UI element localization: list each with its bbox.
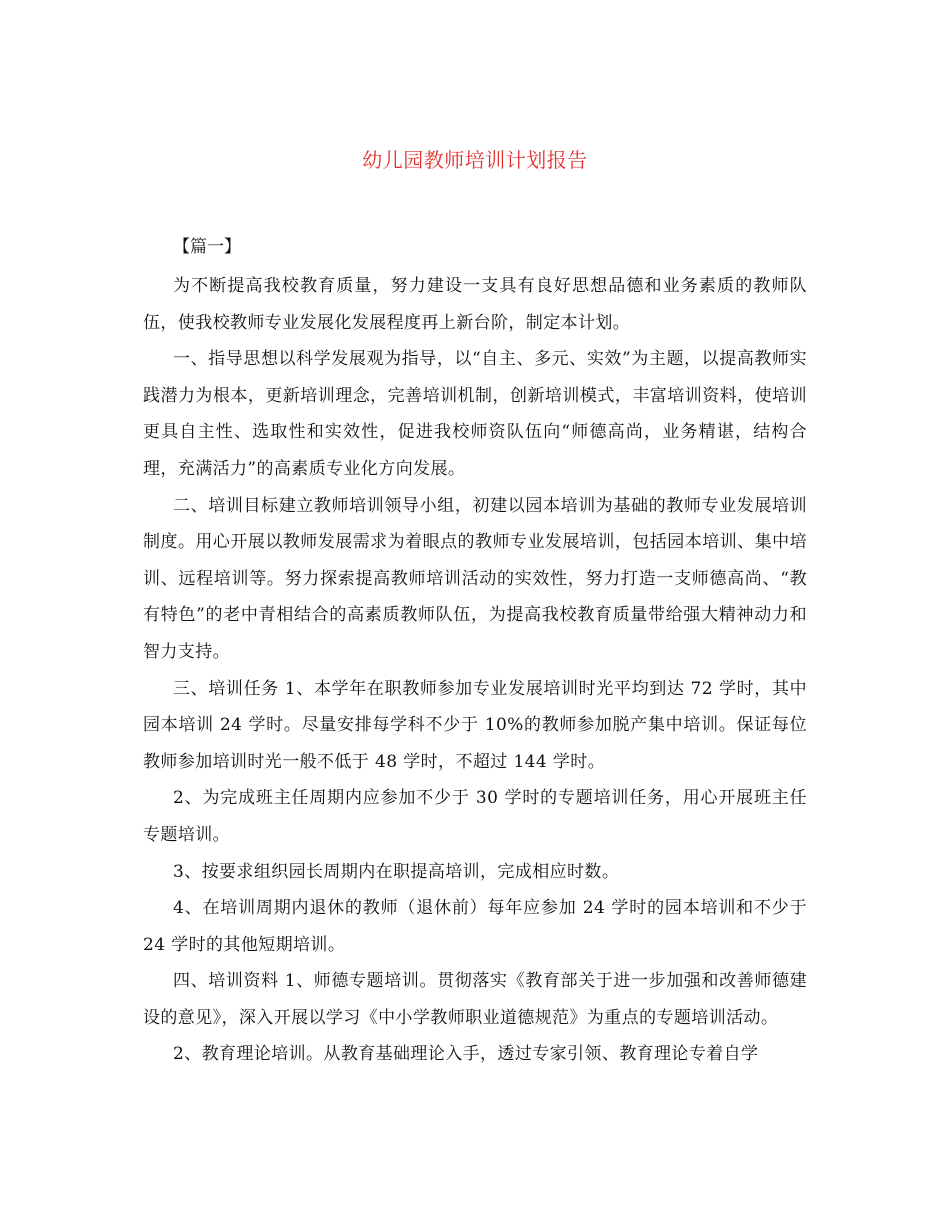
section-label: 【篇一】 [173,237,241,257]
paragraph-training-materials: 四、培训资料 1、师德专题培训。贯彻落实《教育部关于进一步加强和改善师德建设的意见》，深入开展以学习《中小学教师职业道德规范》为重点的专题培训活动。 [143,971,807,1028]
paragraph-theory-training: 2、教育理论培训。从教育基础理论入手，透过专家引领、教育理论专着自学 [173,1044,759,1065]
document-body [143,268,807,1073]
paragraph-task-3: 3、按要求组织园长周期内在职提高培训，完成相应时数。 [173,861,620,882]
paragraph-intro: 为不断提高我校教育质量，努力建设一支具有良好思想品德和业务素质的教师队伍，使我校教师专业发展化发展程度再上新台阶，制定本计划。 [143,276,807,333]
document-title: 幼儿园教师培训计划报告 [362,148,588,172]
paragraph-training-tasks: 三、培训任务 1、本学年在职教师参加专业发展培训时光平均到达 72 学时，其中园本培训 24 学时。尽量安排每学科不少于 10%的教师参加脱产集中培训。保证每位教师参加培训时光一般不低于 48 学时，不超过 144 学时。 [143,678,807,772]
paragraph-task-2: 2、为完成班主任周期内应参加不少于 30 学时的专题培训任务，用心开展班主任专题培训。 [143,788,807,845]
paragraph-task-4: 4、在培训周期内退休的教师（退休前）每年应参加 24 学时的园本培训和不少于 24 学时的其他短期培训。 [143,898,807,955]
paragraph-guiding-ideology: 一、指导思想以科学发展观为指导，以“自主、多元、实效”为主题，以提高教师实践潜力为根本，更新培训理念，完善培训机制，创新培训模式，丰富培训资料，使培训更具自主性、选取性和实效性，促进我校师资队伍向“师德高尚，业务精谌，结构合理，充满活力”的高素质专业化方向发展。 [143,349,807,479]
paragraph-training-goals: 二、培训目标建立教师培训领导小组，初建以园本培训为基础的教师专业发展培训制度。用心开展以教师发展需求为着眼点的教师专业发展培训，包括园本培训、集中培训、远程培训等。努力探索提高教师培训活动的实效性，努力打造一支师德高尚、“教有特色”的老中青相结合的高素质教师队伍，为提高我校教育质量带给强大精神动力和智力支持。 [143,495,807,662]
